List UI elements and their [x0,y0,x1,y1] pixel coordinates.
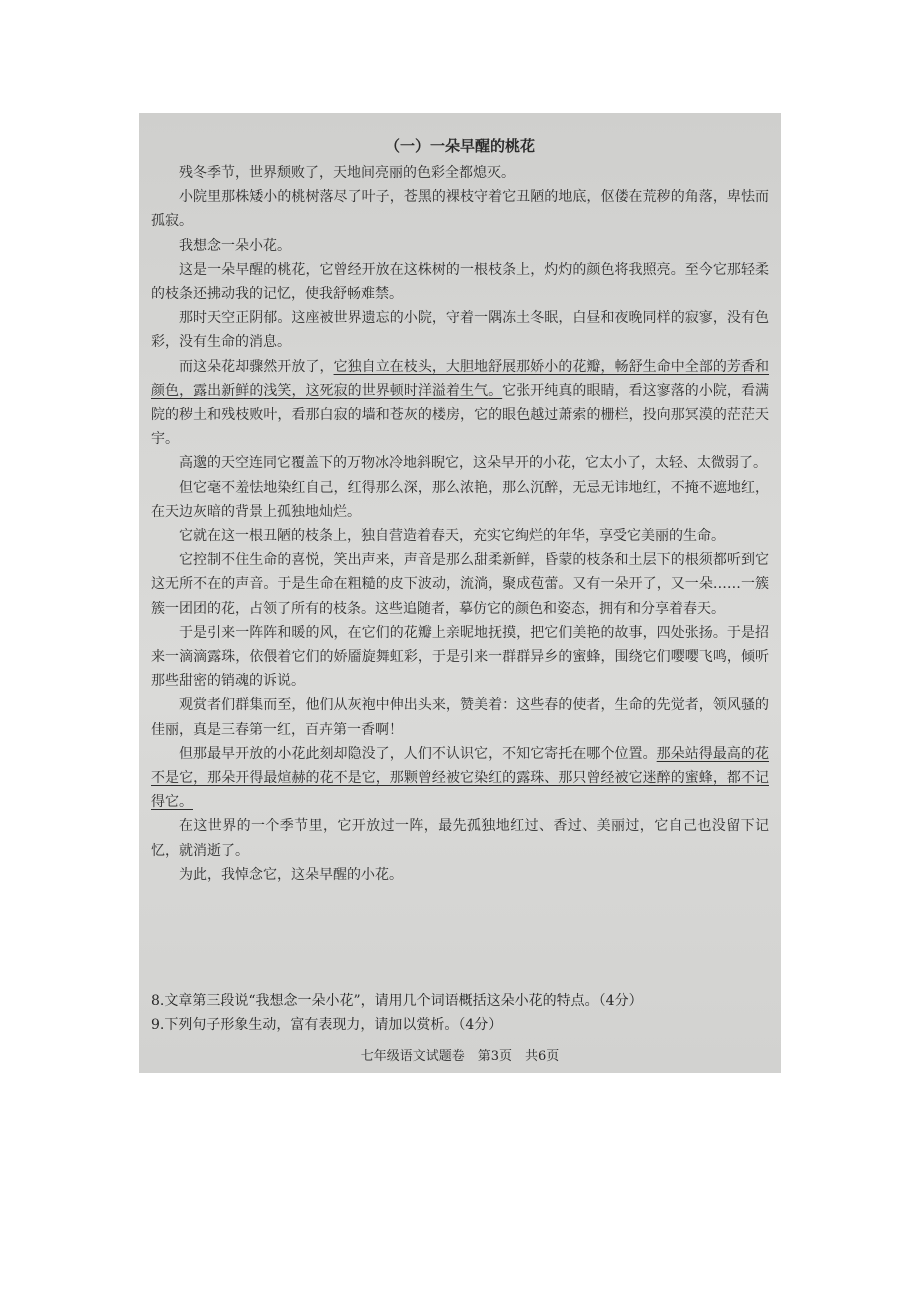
paragraph-9: 它就在这一根丑陋的枝条上，独自营造着春天，充实它绚烂的年华，享受它美丽的生命。 [179,528,725,545]
paragraph-4: 这是一朵早醒的桃花，它曾经开放在这株树的一根枝条上，灼灼的颜色将我照亮。至今它那轻柔的枝条还拂动我的记忆，使我舒畅难禁。 [151,261,769,303]
article-title: （一）一朵早醒的桃花 [384,137,535,155]
question-8: 8.文章第三段说“我想念一朵小花”，请用几个词语概括这朵小花的特点。（4分） [151,993,643,1009]
exam-page-photo [139,113,781,1073]
paragraph-7: 高邈的天空连同它覆盖下的万物冰冷地斜睨它，这朵早开的小花，它太小了，太轻、太微弱了。 [179,455,767,472]
paragraph-3: 我想念一朵小花。 [179,237,291,254]
paragraph-15: 为此，我悼念它，这朵早醒的小花。 [179,866,403,883]
paragraph-5: 那时天空正阴郁。这座被世界遗忘的小院，守着一隅冻土冬眠，白昼和夜晚同样的寂寥，没有色彩，没有生命的消息。 [151,310,769,351]
paragraph-12: 观赏者们群集而至，他们从灰袍中伸出头来，赞美着：这些春的使者，生命的先觉者，领风骚的佳丽，真是三春第一红，百卉第一香啊！ [151,697,769,738]
underlined-sentence-2: 那朵站得最高的花不是它，那朵开得最煊赫的花不是它，那颗曾经被它染红的露珠、那只曾经被它迷醉的蜜蜂，都不记得它。 [151,745,769,811]
paragraph-14: 在这世界的一个季节里，它开放过一阵，最先孤独地红过、香过、美丽过，它自己也没留下记忆，就消逝了。 [151,818,769,859]
question-list [151,989,769,1037]
paragraph-6 [151,355,769,452]
underlined-sentence-1: 它独自立在枝头，大胆地舒展那娇小的花瓣，畅舒生命中全部的芳香和颜色，露出新鲜的浅笑，这死寂的世界顿时洋溢着生气。 [151,358,770,399]
article-body [151,161,769,887]
paragraph-13 [151,742,769,815]
paragraph-2: 小院里那株矮小的桃树落尽了叶子，苍黑的裸枝守着它丑陋的地底，伛偻在荒秽的角落，卑怯而孤寂。 [151,189,769,230]
page-footer: 七年级语文试题卷 第3页 共6页 [360,1049,560,1064]
paragraph-6-end: 它张开纯真的眼睛，看这寥落的小院，看满院的秽土和残枝败叶，看那白寂的墙和苍灰的楼房，它的眼色越过萧索的栅栏，投向那冥漠的茫茫天宇。 [151,382,770,448]
question-9: 9.下列句子形象生动，富有表现力，请加以赏析。（4分） [151,1017,503,1033]
paragraph-10: 它控制不住生命的喜悦，笑出声来，声音是那么甜柔新鲜，昏蒙的枝条和土层下的根须都听到它这无所不在的声音。于是生命在粗糙的皮下波动，流淌，聚成苞蕾。又有一朵开了，又一朵……一簇簇一团团的花，占领了所有的枝条。这些追随者，摹仿它的颜色和姿态，拥有和分享着春天。 [151,552,769,617]
paragraph-13-start: 但那最早开放的小花此刻却隐没了，人们不认识它，不知它寄托在哪个位置。 [179,745,657,762]
paragraph-11: 于是引来一阵阵和暖的风，在它们的花瓣上亲昵地抚摸，把它们美艳的故事，四处张扬。于是招来一滴滴露珠，依偎着它们的娇靥旋舞虹彩，于是引来一群群异乡的蜜蜂，围绕它们嘤嘤飞鸣，倾听那些甜密的销魂的诉说。 [151,624,769,690]
paragraph-6-start: 而这朵花却骤然开放了， [179,358,334,375]
paragraph-1: 残冬季节，世界颓败了，天地间亮丽的色彩全都熄灭。 [179,165,515,181]
paragraph-8: 但它毫不羞怯地染红自己，红得那么深，那么浓艳，那么沉醉，无忌无讳地红，不掩不遮地红，在天边灰暗的背景上孤独地灿烂。 [151,479,769,520]
